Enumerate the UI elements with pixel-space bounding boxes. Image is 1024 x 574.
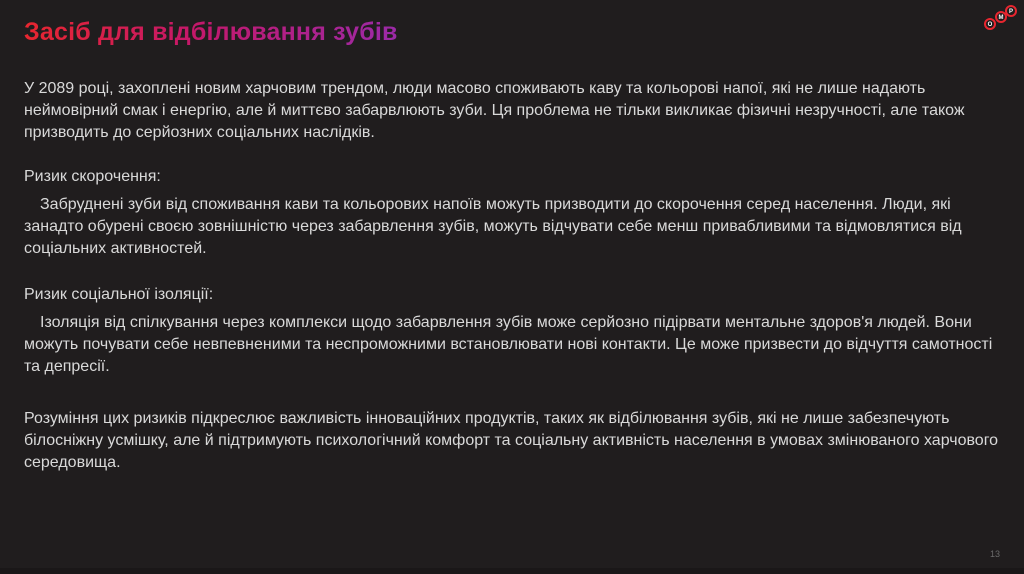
page-number: 13 (990, 549, 1001, 559)
risk-reduction-paragraph: Забруднені зуби від споживання кави та кольорових напоїв можуть призводити до скорочення серед населення. Люди, які занадто обурені своєю зовнішністю через забарвлення зубів, можуть відчувати себе менш привабливими та відмовлятися від соціальних активностей. (24, 196, 962, 257)
slide-body (24, 78, 999, 474)
svg-text:О: О (987, 22, 993, 28)
heading-social-isolation: Ризик соціальної ізоляції: (24, 286, 214, 303)
svg-text:Р: Р (1008, 9, 1014, 15)
bottom-bar (0, 568, 1024, 574)
intro-paragraph: У 2089 році, захоплені новим харчовим трендом, люди масово споживають каву та кольорові напої, які не лише надають неймовірний смак і енергію, але й миттєво забарвлюють зуби. Ця проблема не тільки викликає фізичні незручності, але також призводить до серйозних соціальних наслідків. (24, 80, 965, 141)
heading-risk-reduction: Ризик скорочення: (24, 168, 161, 185)
social-isolation-paragraph: Ізоляція від спілкування через комплекси щодо забарвлення зубів може серйозно підірвати ментальне здоров'я людей. Вони можуть почувати себе невпевненими та неспроможними встановлювати нові контакти. Це може призвести до відчуття самотності та депресії. (24, 314, 993, 375)
svg-text:М: М (998, 15, 1004, 21)
omr-logo (982, 4, 1018, 34)
conclusion-paragraph: Розуміння цих ризиків підкреслює важливість інноваційних продуктів, таких як відбілювання зубів, які не лише забезпечують білосніжну усмішку, але й підтримують психологічний комфорт та соціальну активність населення в умовах змінюваного харчового середовища. (24, 410, 999, 471)
slide-title: Засіб для відбілювання зубів (24, 18, 398, 46)
